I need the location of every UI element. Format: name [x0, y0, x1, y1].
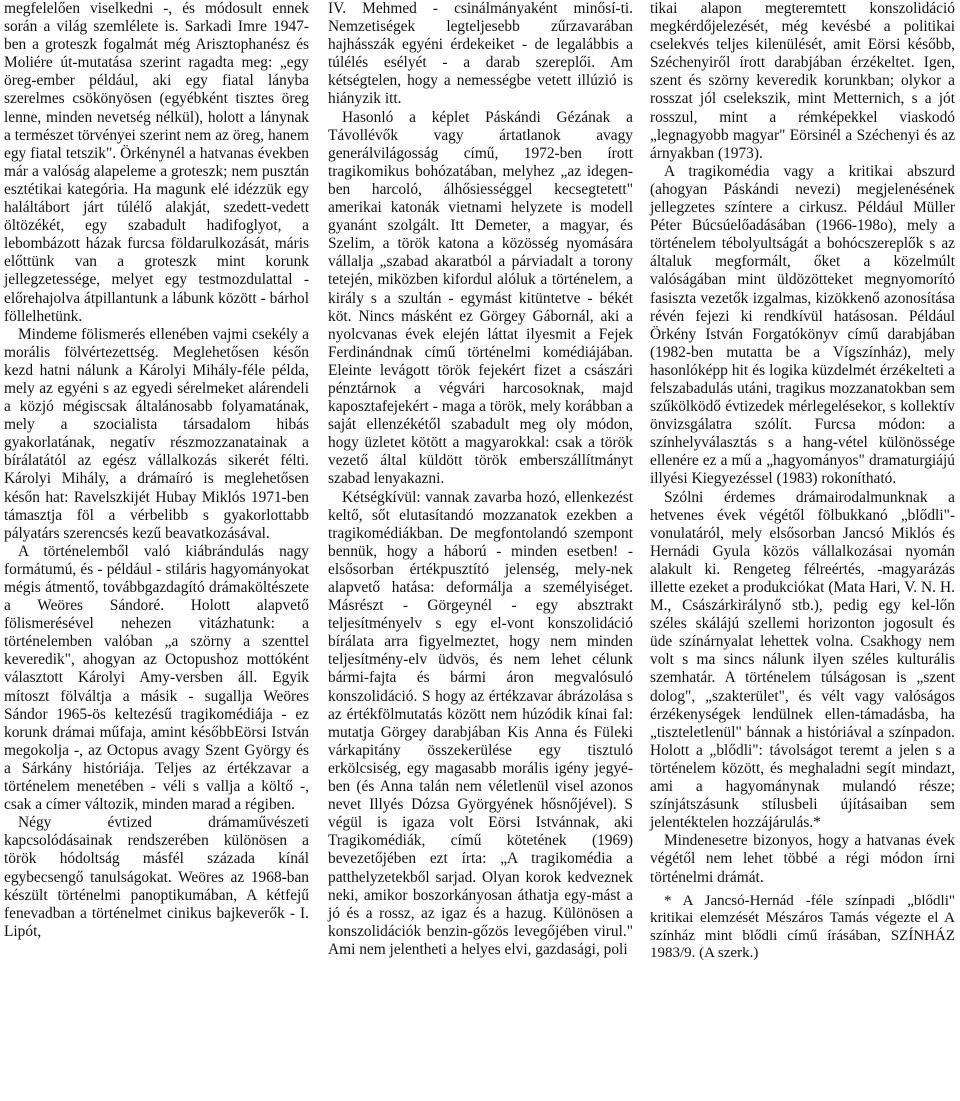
- paragraph: Mindenesetre bizonyos, hogy a hatvanas évek végétől nem lehet többé a régi módon írni történelmi drámát.: [650, 832, 955, 886]
- paragraph: IV. Mehmed - csinálmányaként minősí-ti. Nemzetiségek legteljesebb zűrzavarában hajhásszák egyéni érdekeiket - de legalábbis a túlélés esélyét - a darab szereplői. Am kétségtelen, hogy a nemességbe vetett illúzió is hiányzik itt.: [328, 0, 633, 108]
- paragraph: Hasonló a képlet Páskándi Gézának a Távollévők vagy ártatlanok avagy generálvilágosság című, 1972-ben írott tragikomikus bohózatában, melyhez „az idegen-ben harcoló, álhősiességgel kecsegtetett" amerikai katonák vietnami helyzete is modell gyanánt szolgált. Itt Demeter, a magyar, és Szelim, a török katona a közösség nyomására vállalja „szabad akaratból a párviadalt a torony tetején, miközben kifordul alóluk a történelem, a király s a szultán - egymást kitüntetve - békét köt. Nincs másként ez Görgey Gábornál, aki a nyolcvanas évek elején láttat ilyesmit a Fejek Ferdinándnak című történelmi komédiájában. Eleinte levágott török fejekért fizet a császári pénztárnok a végvári harcosoknak, majd kaposztafejekért - maga a török, mely korábban a saját ellenzékétől szabadult meg oly módon, hogy üzletet kötött a magyarokkal: csak a török vezető által küldött török emberszállítmányt szabad lenyakazni.: [328, 108, 633, 488]
- paragraph: megfelelően viselkedni -, és módosult ennek során a világ szemlélete is. Sarkadi Imre 1947-ben a groteszk fogalmát még Arisztophanész és Moliére út-mutatása szerint ragadta meg: „egy öreg-ember például, aki egy fiatal lányba szerelmes csökönyösen (egyébként tisztes öreg lenne, minden nevetség nélkül), holott a lánynak a természet törvényei szerint nem az öreg, hanem egy fiatal tetszik". Örkénynél a hatvanas években már a valóság alapeleme a groteszk; nem pusztán esztétikai kategória. Ha magunk elé idézzük egy haláltábort járt túlélő alakját, szedett-vedett öltözékét, egy szabadult hadifoglyot, a lebombázott házak furcsa földarulkozását, máris előttünk van a groteszk mint korunk jellegzetessége, melyet egy testmozdulattal - előrehajolva átpillantunk a lábunk között - bárhol föllelhetünk.: [4, 0, 309, 325]
- text-column-2: [328, 0, 633, 959]
- paragraph: Mindeme fölismerés ellenében vajmi csekély a morális fölvértezettség. Meglehetősen későn kezd hatni nálunk a Károlyi Mihály-féle példa, mely az egyéni s az egyedi sérelmeket alárendeli a közjó mégiscsak általánosabb folyamatának, mely a szocialista társadalom hibás gyakorlatának, negatív részmozzanatainak a bírálatától az egész vállalkozás sikerét félti. Károlyi Mihály, a drámaíró is meglehetősen későn hat: Ravelszkijét Hubay Miklós 1971-ben támasztja föl a vérbelibb s gyakorlottabb pályatárs szerencsés kezű beavatkozásával.: [4, 325, 309, 542]
- footnote: * A Jancsó-Hernád -féle színpadi „blődli" kritikai elemzését Mészáros Tamás végezte el A színház mint blődli című írásában, SZÍNHÁZ 1983/9. (A szerk.): [650, 892, 955, 962]
- paragraph: A történelemből való kiábrándulás nagy formátumú, és - például - stiláris hagyományokat mégis átmentő, továbbgazdagító drámaköltészete a Weöres Sándoré. Holott alapvető fölismerésével nehezen vitázhatunk: a történelemben valóban „a szörny a szenttel keveredik", ahogyan az Octopushoz mottóként választott Károlyi Amy-versben áll. Egyik mítoszt fölváltja a másik - sugallja Weöres Sándor 1965-ös keltezésű tragikomédiája - ez korunk drámai műfaja, amint későbbEörsi István megokolja -, az Octopus avagy Szent György és a Sárkány históriája. Teljes az értékzavar a történelem menetében - véli s vallja a költő -, csak a címer változik, minden marad a régiben.: [4, 542, 309, 814]
- paragraph: Négy évtized drámaművészeti kapcsolódásainak rendszerében különösen a török hódoltság másfél százada kínál egybecsengő tanulságokat. Weöres az 1968-ban készült történelmi panoptikumában, A kétfejű fenevadban a történelmet cinikus bajkeverők - I. Lipót,: [4, 814, 309, 940]
- text-column-3: [650, 0, 955, 963]
- paragraph: Szólni érdemes drámairodalmunknak a hetvenes évek végétől fölbukkanó „blődli"-vonulatáról, mely elsősorban Jancsó Miklós és Hernádi Gyula közös vállalkozásai nyomán alakult ki. Rengeteg félreértés, -magyarázás illette ezeket a produkciókat (Mata Hari, V. N. H. M., Császárkirálynő stb.), pedig egy kel-lőn széles skálájú szellemi horizonton jogosult és üde színárnyalat lehettek volna. Csakhogy nem volt s ma sincs nálunk ilyen széles kulturális szemhatár. A történelem túlságosan is „szent dolog", „szakterület", és vélt vagy valóságos érzékenységek lendülnek ellen-támadásba, ha „tiszteletlenül" bánnak a históriával a színpadon. Holott a „blődli": távolságot teremt a jelen s a történelem között, és meghaladni segít mindazt, ami a hagyománynak mulandó része; színjátszásunk stílusbeli újításaiban sem jelentéktelen hozzájárulás.*: [650, 488, 955, 832]
- text-column-1: [4, 0, 309, 941]
- paragraph: A tragikomédia vagy a kritikai abszurd (ahogyan Páskándi nevezi) megjelenésének jellegzetes színtere a cirkusz. Például Müller Péter Búcsúelőadásában (1966-198o), mely a történelem tébolyultságát a bohócszereplők s az általuk megformált, őket a közelmúlt valóságában mint üldözötteket megnyomorító fasiszta vezetők izgalmas, kizökkenő azonosítása révén fejezi ki rendkívül hatásosan. Például Örkény István Forgatókönyv című darabjában (1982-ben mutatta be a Vígszínház), mely hasonlóképp hit és logika küzdelmét érzékelteti a felszabadulás utáni, tragikus mozzanatokban sem szűkölködő évtizedek mérlegelésekor, s kollektív önvizsgálatra szólít. Furcsa módon: a színhelyválasztás s a hang-vétel különössége ellenére ez a mű a „hagyományos" dramaturgiájú illyési Kiegyezéssel (1983) rokonítható.: [650, 162, 955, 488]
- paragraph: Kétségkívül: vannak zavarba hozó, ellenkezést keltő, sőt elutasítandó mozzanatok ezekben a tragikomédiákban. De megfontolandó szempont bennük, hogy a háború - minden esetben! - elsősorban értékpusztító jelenség, mely-nek alapvető hatása: deformálja a személyiséget. Másrészt - Görgeynél - egy absztrakt teljesítményelv s egy el-vont konszolidáció bírálata arra figyelmeztet, hogy nem minden teljesítmény-elv üdvös, és nem lehet célunk bármi-fajta és bármi áron megvalósuló konszolidáció. S hogy az értékzavar ábrázolása s az értékfölmutatás között nem húzódik kínai fal: mutatja Görgey darabjában Kis Anna és Füleki várkapitány összekerülése egy tisztuló erkölcsiség, egy magasabb morális igény jegyé-ben (és Anna talán nem véletlenül visel azonos nevet Illyés Dózsa Györgyének hősnőjével). S végül is igaza volt Eörsi Istvánnak, aki Tragikomédiák, című kötetének (1969) bevezetőjében ezt írta: „A tragikomédia a patthelyzetekből sarjad. Olyan korok kedveznek neki, amikor boszorkányosan áthatja egy-mást a jó és a rossz, az igaz és a hazug. Különösen a konszolidációk benzin-gőzös levegőjében virul." Ami nem jelentheti a helyes elvi, gazdasági, poli: [328, 488, 633, 958]
- paragraph: tikai alapon megteremtett konszolidáció megkérdőjelezését, még kevésbé a politikai cselekvés teljes kilenülését, amit Eörsi később, Széchenyiről írott darabjában érzékeltet. Igen, szent és szörny keveredik korunkban; olykor a rosszat jól cselekszik, mint Metternich, s a jót rosszul, mint a rémképekkel viaskodó „legnagyobb magyar" Eörsinél a Széchenyi és az árnyakban (1973).: [650, 0, 955, 162]
